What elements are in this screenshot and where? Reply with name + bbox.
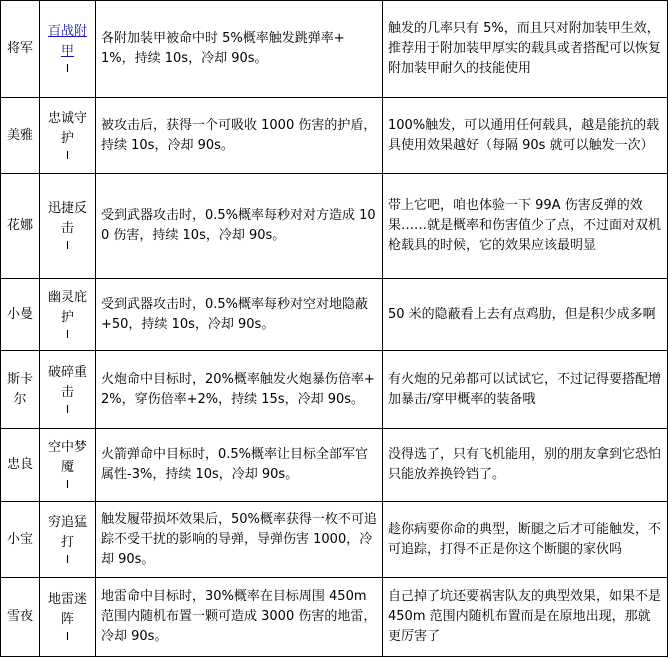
skill-description: 地雷命中目标时，30%概率在目标周围 450m 范围内随机布置一颗可造成 3000 伤害的地雷，冷却 90s。 bbox=[96, 578, 383, 657]
skill-description: 触发履带损坏效果后，50%概率获得一枚不可追踪不受干扰的影响的导弹，导弹伤害 1000，冷却 90s。 bbox=[96, 502, 383, 578]
skill-note: 50 米的隐蔽看上去有点鸡肋，但是积少成多啊 bbox=[383, 279, 668, 351]
skill-name-cell bbox=[40, 502, 96, 578]
skill-note: 自己掉了坑还要祸害队友的典型效果，如果不是 450m 范围内随机布置而是在原地出现，那就更厉害了 bbox=[383, 578, 668, 657]
skill-name: 地雷迷阵 bbox=[47, 592, 87, 627]
skill-name: 迅捷反击 bbox=[47, 201, 87, 236]
skill-note: 没得选了，只有飞机能用，别的朋友拿到它恐怕只能放养换铃铛了。 bbox=[383, 429, 668, 502]
skill-name-cell bbox=[40, 174, 96, 279]
character-cell: 花娜 bbox=[1, 174, 40, 279]
skill-level: I bbox=[65, 62, 70, 75]
skill-name-cell bbox=[40, 578, 96, 657]
skill-name: 忠诚守护 bbox=[47, 110, 87, 146]
skill-description: 火箭弹命中目标时，0.5%概率让目标全部军官属性-3%，持续 10s，冷却 90s。 bbox=[96, 429, 383, 502]
table-row bbox=[1, 578, 668, 657]
skill-table-body bbox=[1, 1, 668, 657]
character-cell: 雪夜 bbox=[1, 578, 40, 657]
skill-name: 幽灵庇护 bbox=[47, 289, 87, 325]
skill-note: 带上它吧，咱也体验一下 99A 伤害反弹的效果……就是概率和伤害值少了点，不过面对双机枪载具的时候，它的效果应该最明显 bbox=[383, 174, 668, 279]
skill-name-cell bbox=[40, 279, 96, 351]
skill-note: 趁你病要你命的典型，断腿之后才可能触发，不可追踪，打得不正是你这个断腿的家伙吗 bbox=[383, 502, 668, 578]
skill-note: 100%触发，可以通用任何载具，越是能抗的载具使用效果越好（每隔 90s 就可以触发一次） bbox=[383, 98, 668, 174]
skill-level: I bbox=[65, 327, 70, 341]
skill-name-cell bbox=[40, 98, 96, 174]
skill-note: 有火炮的兄弟都可以试试它，不过记得要搭配增加暴击/穿甲概率的装备哦 bbox=[383, 351, 668, 429]
skill-note: 触发的几率只有 5%，而且只对附加装甲生效，推荐用于附加装甲厚实的载具或者搭配可以恢复附加装甲耐久的技能使用 bbox=[383, 1, 668, 98]
table-row bbox=[1, 1, 668, 98]
skill-description: 受到武器攻击时，0.5%概率每秒对空对地隐蔽+50，持续 10s，冷却 90s。 bbox=[96, 279, 383, 351]
skill-name-cell bbox=[40, 429, 96, 502]
character-cell: 忠良 bbox=[1, 429, 40, 502]
table-row bbox=[1, 502, 668, 578]
skill-level: I bbox=[65, 239, 70, 252]
skill-level: I bbox=[65, 630, 70, 643]
skill-level: I bbox=[65, 148, 70, 162]
skill-name: 空中梦魇 bbox=[47, 440, 87, 475]
skill-level: I bbox=[65, 402, 70, 416]
skill-description: 被攻击后，获得一个可吸收 1000 伤害的护盾，持续 10s，冷却 90s。 bbox=[96, 98, 383, 174]
skill-description: 受到武器攻击时，0.5%概率每秒对对方造成 100 伤害，持续 10s，冷却 90s。 bbox=[96, 174, 383, 279]
skill-level: I bbox=[65, 478, 70, 491]
table-row bbox=[1, 98, 668, 174]
skill-description: 各附加装甲被命中时 5%概率触发跳弹率+1%，持续 10s，冷却 90s。 bbox=[96, 1, 383, 98]
skill-description: 火炮命中目标时，20%概率触发火炮暴伤倍率+2%，穿伤倍率+2%，持续 15s，冷却 90s。 bbox=[96, 351, 383, 429]
skill-name: 穷追猛打 bbox=[47, 514, 87, 550]
skill-level: I bbox=[65, 552, 70, 566]
character-cell: 小曼 bbox=[1, 279, 40, 351]
table-row bbox=[1, 351, 668, 429]
table-row bbox=[1, 279, 668, 351]
character-cell: 小宝 bbox=[1, 502, 40, 578]
skill-name: 百战附甲 bbox=[47, 24, 87, 59]
table-row bbox=[1, 429, 668, 502]
character-cell: 斯卡尔 bbox=[1, 351, 40, 429]
character-cell: 美雅 bbox=[1, 98, 40, 174]
table-row bbox=[1, 174, 668, 279]
character-cell: 将军 bbox=[1, 1, 40, 98]
skill-name: 破碎重击 bbox=[47, 364, 87, 400]
skill-name-cell bbox=[40, 351, 96, 429]
skill-name-cell bbox=[40, 1, 96, 98]
